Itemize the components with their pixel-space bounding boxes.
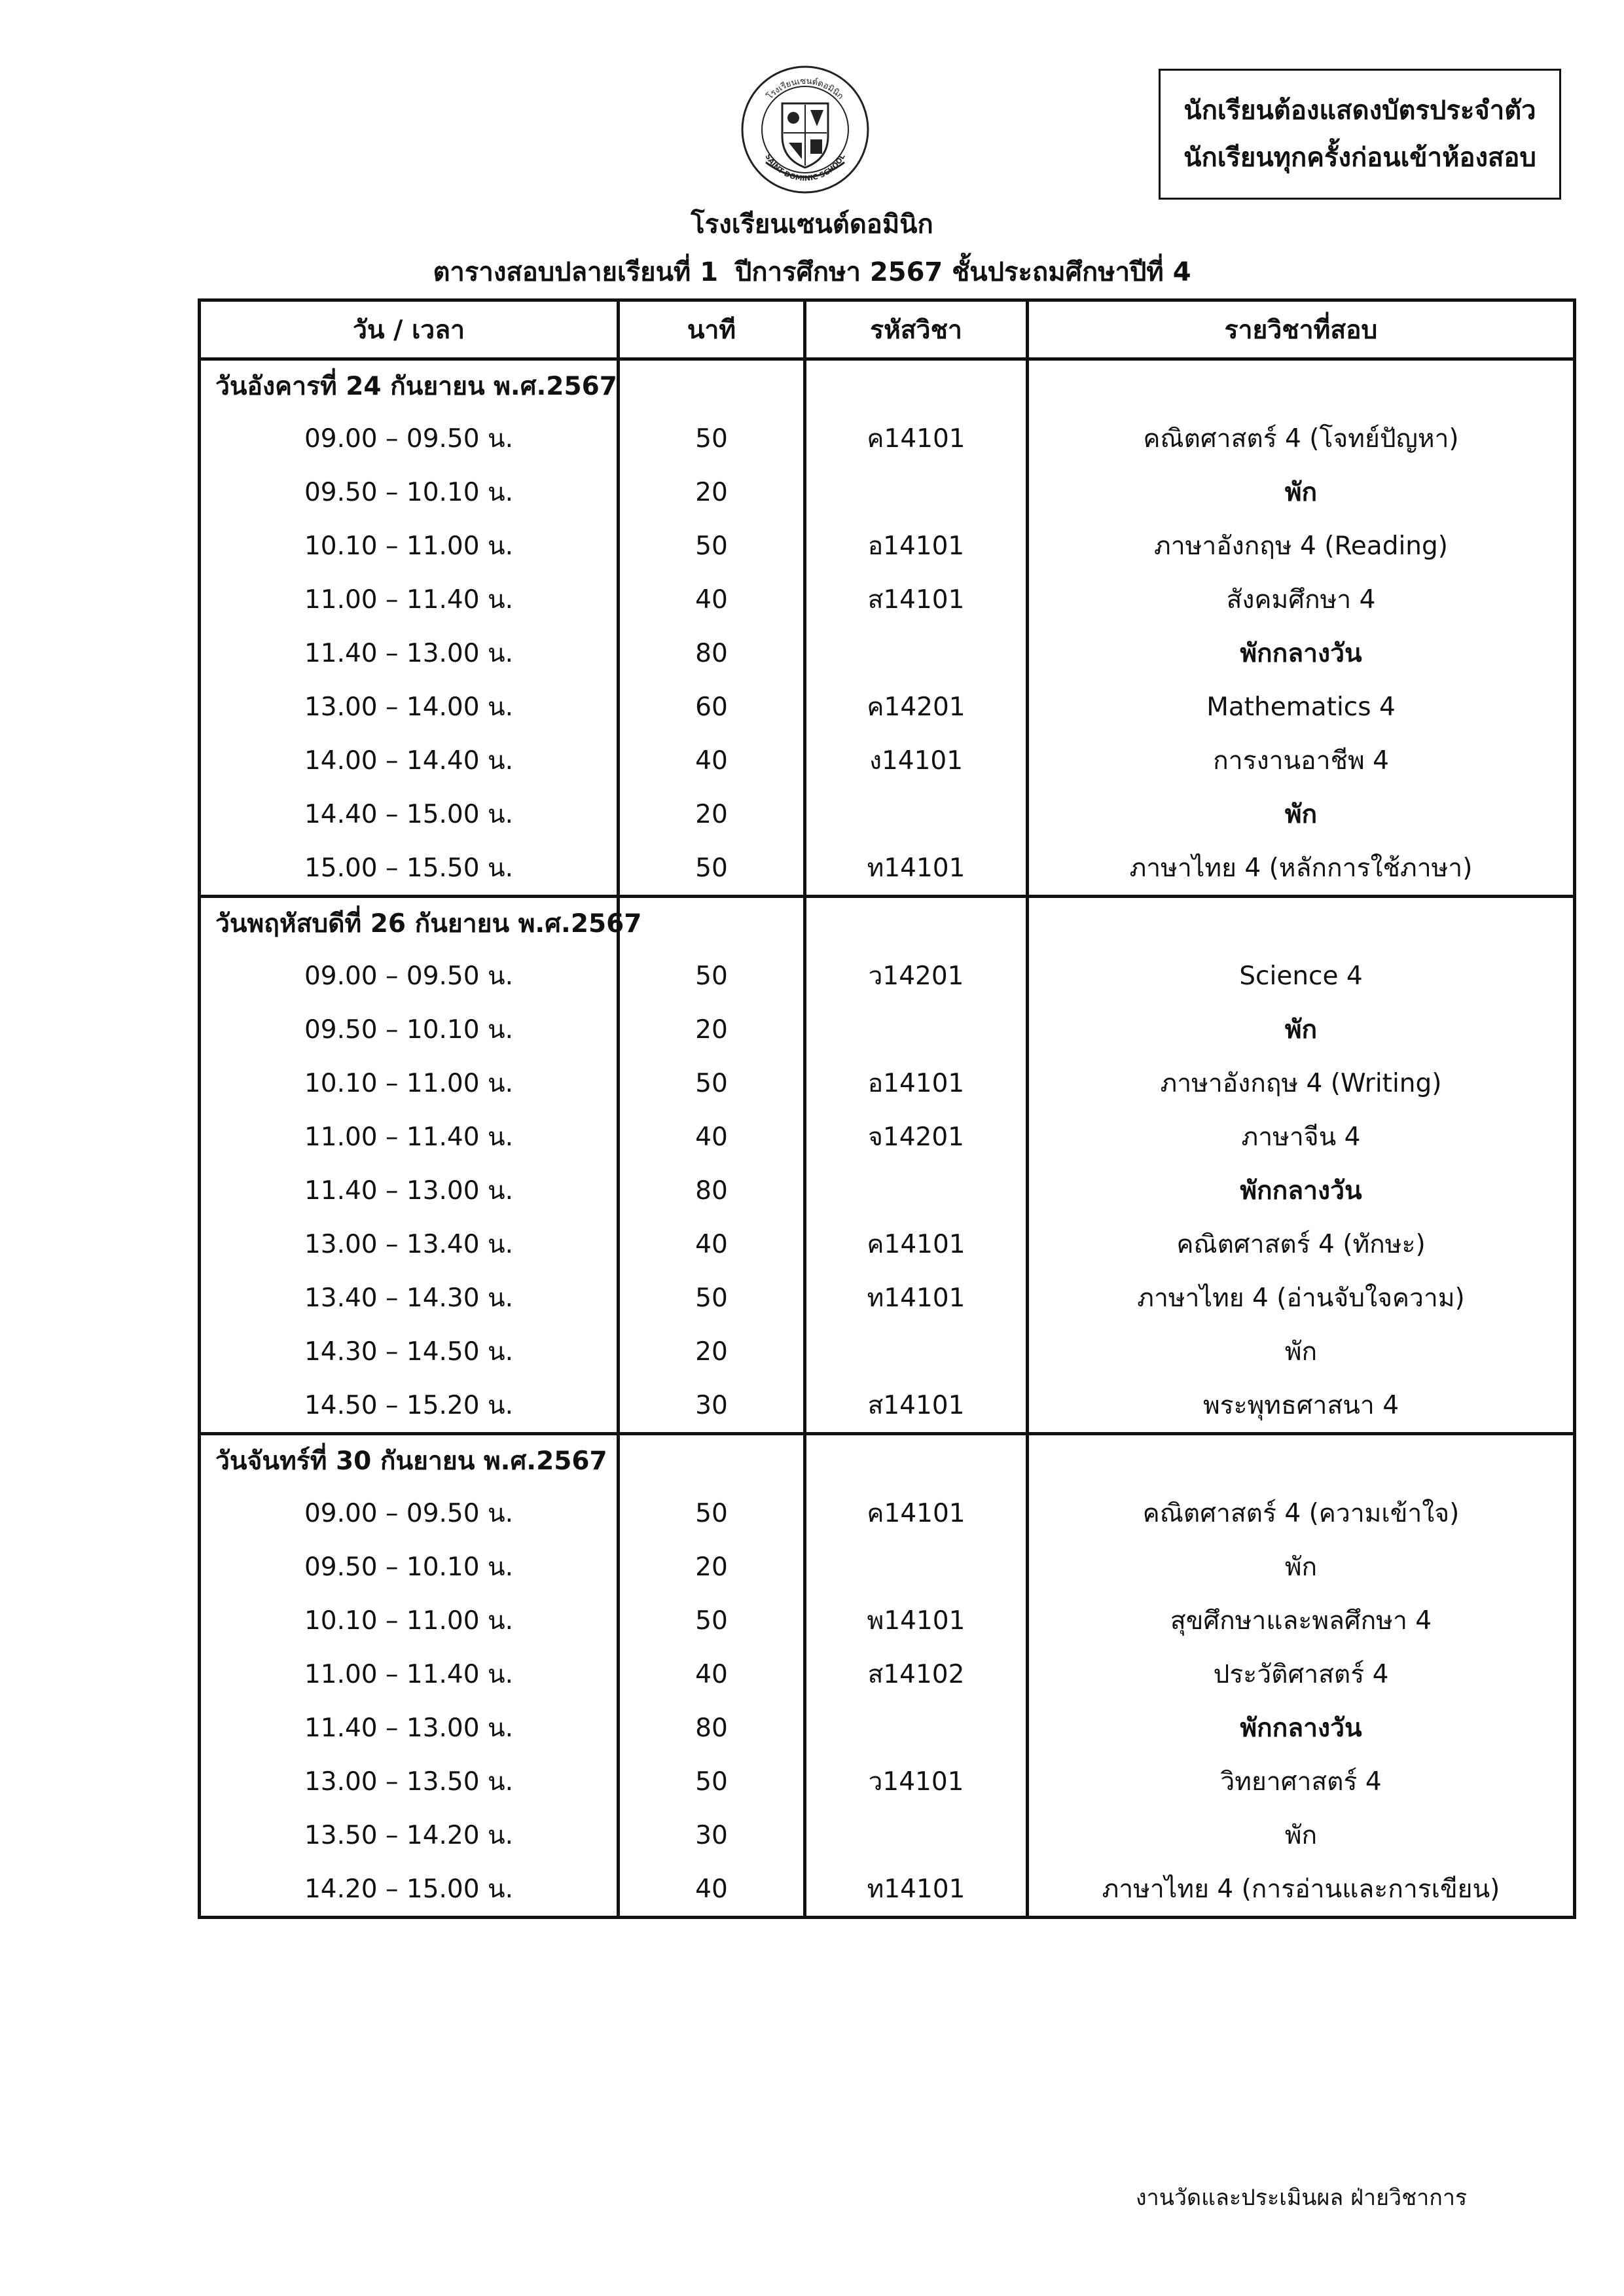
subject-code-cell: ส14101 (805, 1378, 1028, 1434)
empty-cell (805, 897, 1028, 950)
day-header-row (200, 1434, 1575, 1487)
subject-cell: พักกลางวัน (1028, 1701, 1575, 1755)
table-row (200, 680, 1575, 734)
empty-cell (619, 897, 805, 950)
table-row (200, 949, 1575, 1003)
minutes-cell: 30 (619, 1378, 805, 1434)
time-cell: 13.00 – 13.50 น. (200, 1755, 619, 1808)
minutes-cell: 20 (619, 1540, 805, 1594)
subject-code-cell: ท14101 (805, 1271, 1028, 1325)
time-cell: 14.30 – 14.50 น. (200, 1325, 619, 1378)
time-cell: 11.40 – 13.00 น. (200, 626, 619, 680)
day-label: วันจันทร์ที่ 30 กันยายน พ.ศ.2567 (200, 1434, 619, 1487)
table-row (200, 1325, 1575, 1378)
minutes-cell: 30 (619, 1808, 805, 1862)
subject-cell: คณิตศาสตร์ 4 (ความเข้าใจ) (1028, 1486, 1575, 1540)
day-label: วันอังคารที่ 24 กันยายน พ.ศ.2567 (200, 359, 619, 412)
exam-title (0, 251, 1624, 293)
minutes-cell: 80 (619, 626, 805, 680)
time-cell: 09.00 – 09.50 น. (200, 949, 619, 1003)
table-row (200, 626, 1575, 680)
school-name: โรงเรียนเซนต์ดอมินิก (691, 209, 933, 240)
time-cell: 09.50 – 10.10 น. (200, 465, 619, 519)
exam-title-part2: ปีการศึกษา 2567 ชั้นประถมศึกษาปีที่ 4 (734, 257, 1191, 287)
subject-code-cell (805, 465, 1028, 519)
notice-line-2: นักเรียนทุกครั้งก่อนเข้าห้องสอบ (1183, 143, 1536, 173)
empty-cell (1028, 359, 1575, 412)
subject-code-cell: อ14101 (805, 519, 1028, 573)
table-row (200, 1056, 1575, 1110)
table-row (200, 1862, 1575, 1918)
empty-cell (805, 359, 1028, 412)
subject-cell: พัก (1028, 465, 1575, 519)
table-row (200, 465, 1575, 519)
subject-code-cell: ค14101 (805, 1217, 1028, 1271)
day-header-row (200, 359, 1575, 412)
minutes-cell: 50 (619, 519, 805, 573)
subject-cell: สังคมศึกษา 4 (1028, 573, 1575, 626)
time-cell: 14.20 – 15.00 น. (200, 1862, 619, 1918)
subject-cell: ภาษาจีน 4 (1028, 1110, 1575, 1164)
subject-code-cell: ส14102 (805, 1647, 1028, 1701)
subject-code-cell: ท14101 (805, 841, 1028, 897)
minutes-cell: 20 (619, 465, 805, 519)
minutes-cell: 20 (619, 1325, 805, 1378)
subject-code-cell: ค14201 (805, 680, 1028, 734)
subject-cell: พักกลางวัน (1028, 1164, 1575, 1217)
minutes-cell: 50 (619, 841, 805, 897)
table-row (200, 1378, 1575, 1434)
subject-code-cell (805, 1808, 1028, 1862)
table-row (200, 1808, 1575, 1862)
time-cell: 13.00 – 14.00 น. (200, 680, 619, 734)
empty-cell (1028, 897, 1575, 950)
time-cell: 14.40 – 15.00 น. (200, 787, 619, 841)
time-cell: 14.00 – 14.40 น. (200, 734, 619, 787)
day-header-row (200, 897, 1575, 950)
subject-code-cell: อ14101 (805, 1056, 1028, 1110)
subject-cell: ภาษาอังกฤษ 4 (Writing) (1028, 1056, 1575, 1110)
subject-code-cell: ท14101 (805, 1862, 1028, 1918)
subject-code-cell: ว14101 (805, 1755, 1028, 1808)
time-cell: 13.00 – 13.40 น. (200, 1217, 619, 1271)
subject-cell: พัก (1028, 1003, 1575, 1056)
header-minutes: นาที (619, 300, 805, 359)
time-cell: 11.00 – 11.40 น. (200, 1647, 619, 1701)
time-cell: 11.40 – 13.00 น. (200, 1164, 619, 1217)
day-label: วันพฤหัสบดีที่ 26 กันยายน พ.ศ.2567 (200, 897, 619, 950)
subject-code-cell: ง14101 (805, 734, 1028, 787)
subject-cell: พระพุทธศาสนา 4 (1028, 1378, 1575, 1434)
subject-code-cell (805, 626, 1028, 680)
empty-cell (619, 359, 805, 412)
table-row (200, 1647, 1575, 1701)
school-logo (740, 64, 871, 195)
minutes-cell: 50 (619, 1056, 805, 1110)
subject-code-cell: ส14101 (805, 573, 1028, 626)
table-row (200, 1486, 1575, 1540)
subject-cell: พัก (1028, 1325, 1575, 1378)
time-cell: 11.40 – 13.00 น. (200, 1701, 619, 1755)
schedule-body (200, 359, 1575, 1918)
exam-schedule-table (198, 298, 1576, 1919)
subject-cell: การงานอาชีพ 4 (1028, 734, 1575, 787)
minutes-cell: 40 (619, 1647, 805, 1701)
time-cell: 10.10 – 11.00 น. (200, 1594, 619, 1647)
subject-code-cell: ว14201 (805, 949, 1028, 1003)
logo-text-bottom: SAINT DOMINIC SCHOOL (763, 152, 847, 183)
time-cell: 09.00 – 09.50 น. (200, 1486, 619, 1540)
table-row (200, 1540, 1575, 1594)
table-header-row (200, 300, 1575, 359)
table-row (200, 1594, 1575, 1647)
logo-text-top: โรงเรียนเซนต์ดอมินิก (765, 76, 846, 102)
minutes-cell: 80 (619, 1701, 805, 1755)
minutes-cell: 50 (619, 1486, 805, 1540)
subject-cell: พักกลางวัน (1028, 626, 1575, 680)
subject-cell: Science 4 (1028, 949, 1575, 1003)
subject-cell: พัก (1028, 787, 1575, 841)
header-subject: รายวิชาที่สอบ (1028, 300, 1575, 359)
footer-department: งานวัดและประเมินผล ฝ่ายวิชาการ (1136, 2185, 1468, 2211)
header-subject-code: รหัสวิชา (805, 300, 1028, 359)
time-cell: 15.00 – 15.50 น. (200, 841, 619, 897)
subject-cell: วิทยาศาสตร์ 4 (1028, 1755, 1575, 1808)
table-row (200, 1701, 1575, 1755)
exam-title-part1: ตารางสอบปลายเรียนที่ 1 (433, 257, 719, 287)
minutes-cell: 40 (619, 1217, 805, 1271)
time-cell: 09.50 – 10.10 น. (200, 1003, 619, 1056)
minutes-cell: 60 (619, 680, 805, 734)
table-row (200, 1217, 1575, 1271)
minutes-cell: 40 (619, 1862, 805, 1918)
time-cell: 11.00 – 11.40 น. (200, 1110, 619, 1164)
table-row (200, 412, 1575, 465)
empty-cell (1028, 1434, 1575, 1487)
minutes-cell: 50 (619, 949, 805, 1003)
time-cell: 10.10 – 11.00 น. (200, 1056, 619, 1110)
subject-code-cell (805, 1003, 1028, 1056)
subject-cell: คณิตศาสตร์ 4 (ทักษะ) (1028, 1217, 1575, 1271)
subject-code-cell: พ14101 (805, 1594, 1028, 1647)
header-day-time: วัน / เวลา (200, 300, 619, 359)
table-row (200, 1164, 1575, 1217)
time-cell: 13.40 – 14.30 น. (200, 1271, 619, 1325)
minutes-cell: 40 (619, 734, 805, 787)
table-row (200, 573, 1575, 626)
table-row (200, 1003, 1575, 1056)
subject-cell: ภาษาไทย 4 (อ่านจับใจความ) (1028, 1271, 1575, 1325)
subject-cell: ภาษาไทย 4 (การอ่านและการเขียน) (1028, 1862, 1575, 1918)
table-row (200, 1755, 1575, 1808)
minutes-cell: 40 (619, 573, 805, 626)
subject-code-cell: ค14101 (805, 1486, 1028, 1540)
subject-cell: คณิตศาสตร์ 4 (โจทย์ปัญหา) (1028, 412, 1575, 465)
subject-code-cell: ค14101 (805, 412, 1028, 465)
table-row (200, 787, 1575, 841)
minutes-cell: 80 (619, 1164, 805, 1217)
time-cell: 10.10 – 11.00 น. (200, 519, 619, 573)
subject-code-cell (805, 787, 1028, 841)
empty-cell (805, 1434, 1028, 1487)
subject-cell: ประวัติศาสตร์ 4 (1028, 1647, 1575, 1701)
subject-cell: ภาษาไทย 4 (หลักการใช้ภาษา) (1028, 841, 1575, 897)
subject-cell: ภาษาอังกฤษ 4 (Reading) (1028, 519, 1575, 573)
subject-code-cell (805, 1701, 1028, 1755)
table-row (200, 1110, 1575, 1164)
subject-cell: Mathematics 4 (1028, 680, 1575, 734)
minutes-cell: 50 (619, 1594, 805, 1647)
time-cell: 09.50 – 10.10 น. (200, 1540, 619, 1594)
minutes-cell: 20 (619, 787, 805, 841)
time-cell: 13.50 – 14.20 น. (200, 1808, 619, 1862)
minutes-cell: 50 (619, 1271, 805, 1325)
table-row (200, 734, 1575, 787)
empty-cell (619, 1434, 805, 1487)
subject-cell: พัก (1028, 1808, 1575, 1862)
minutes-cell: 50 (619, 412, 805, 465)
notice-line-1: นักเรียนต้องแสดงบัตรประจำตัว (1183, 96, 1536, 126)
subject-cell: พัก (1028, 1540, 1575, 1594)
subject-cell: สุขศึกษาและพลศึกษา 4 (1028, 1594, 1575, 1647)
table-row (200, 841, 1575, 897)
time-cell: 11.00 – 11.40 น. (200, 573, 619, 626)
table-row (200, 1271, 1575, 1325)
subject-code-cell (805, 1164, 1028, 1217)
minutes-cell: 20 (619, 1003, 805, 1056)
id-card-notice (1159, 69, 1561, 200)
table-row (200, 519, 1575, 573)
subject-code-cell: จ14201 (805, 1110, 1028, 1164)
subject-code-cell (805, 1540, 1028, 1594)
subject-code-cell (805, 1325, 1028, 1378)
minutes-cell: 40 (619, 1110, 805, 1164)
minutes-cell: 50 (619, 1755, 805, 1808)
time-cell: 14.50 – 15.20 น. (200, 1378, 619, 1434)
time-cell: 09.00 – 09.50 น. (200, 412, 619, 465)
